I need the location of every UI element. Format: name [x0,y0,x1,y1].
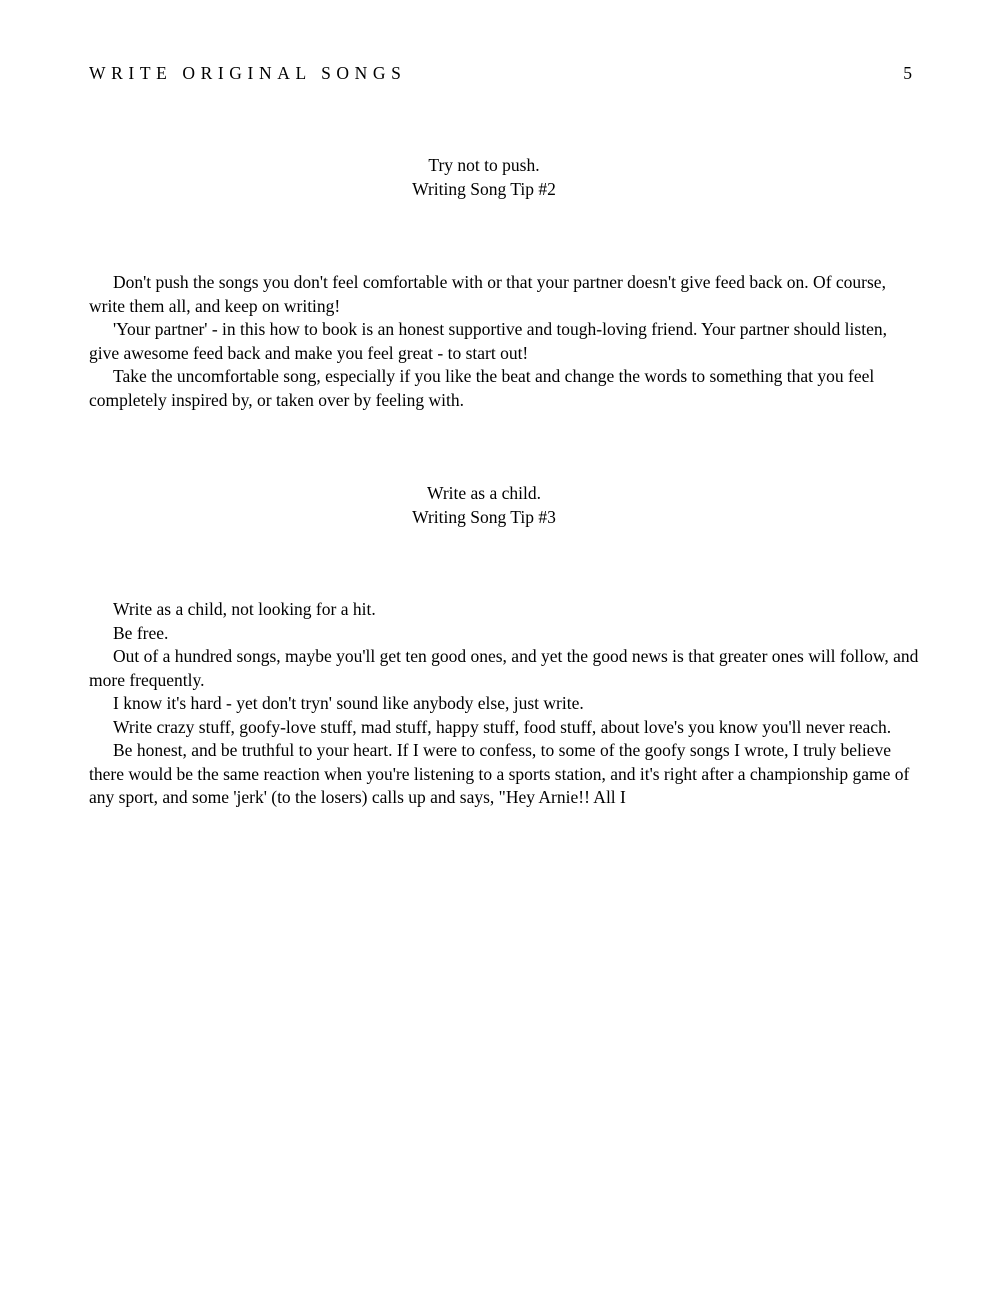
section-title: Try not to push. [428,155,540,175]
paragraph: Be free. [113,622,169,643]
page-number: 5 [903,63,912,83]
section-body-tip-2 [89,271,919,412]
section-heading-tip-2 [89,154,879,201]
paragraph: Take the uncomfortable song, especially if you like the beat and change the words to something that you feel completely inspired by, or taken over by feeling with. [89,366,875,410]
section-subtitle: Writing Song Tip #3 [412,506,556,527]
section-subtitle: Writing Song Tip #2 [412,178,556,199]
running-header [89,61,912,85]
paragraph: 'Your partner' - in this how to book is an honest supportive and tough-loving friend. Your partner should listen, give awesome feed back and make you feel great - to start out! [89,319,887,363]
paragraph: Out of a hundred songs, maybe you'll get ten good ones, and yet the good news is that greater ones will follow, and more frequently. [89,646,919,690]
running-title: WRITE ORIGINAL SONGS [89,63,407,83]
paragraph: I know it's hard - yet don't tryn' sound like anybody else, just write. [113,693,584,713]
section-heading-tip-3 [89,482,879,529]
paragraph: Don't push the songs you don't feel comfortable with or that your partner doesn't give feed back on. Of course, write them all, and keep on writing! [89,272,886,316]
section-body-tip-3 [89,598,919,810]
paragraph: Write as a child, not looking for a hit. [113,599,376,619]
section-title: Write as a child. [427,483,541,503]
paragraph: Write crazy stuff, goofy-love stuff, mad stuff, happy stuff, food stuff, about love's you know you'll never reach. [113,716,892,737]
paragraph: Be honest, and be truthful to your heart. If I were to confess, to some of the goofy songs I wrote, I truly believe there would be the same reaction when you're listening to a sports station, and it's right after a championship game of any sport, and some 'jerk' (to the losers) calls up and says, "Hey Arnie!! All I [89,740,910,807]
